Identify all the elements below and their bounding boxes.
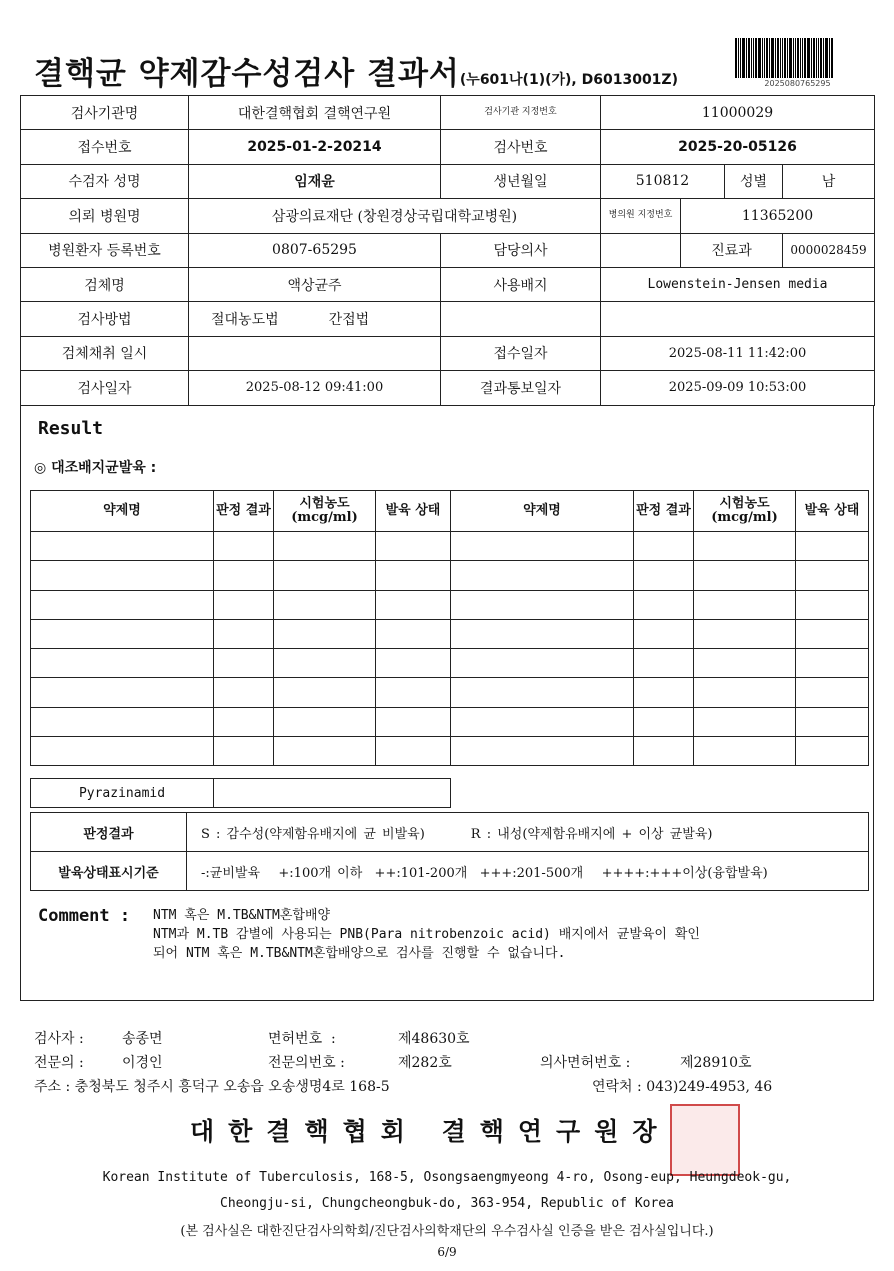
lab-code: 11000029 bbox=[601, 96, 875, 130]
sex: 남 bbox=[783, 164, 875, 198]
barcode-bar bbox=[762, 38, 763, 78]
label: 병의원 지정번호 bbox=[601, 199, 681, 233]
table-cell bbox=[694, 590, 796, 619]
table-cell bbox=[694, 737, 796, 766]
table-cell bbox=[376, 737, 451, 766]
control-medium-label: ◎ 대조배지균발육 : bbox=[34, 460, 157, 476]
table-cell bbox=[796, 532, 869, 561]
table-row bbox=[31, 561, 869, 590]
barcode bbox=[735, 38, 860, 78]
table-cell bbox=[796, 737, 869, 766]
table-cell bbox=[274, 532, 376, 561]
method-2: 간접법 bbox=[328, 312, 370, 329]
english-address-2: Cheongju-si, Chungcheongbuk-do, 363-954, Republic of Korea bbox=[220, 1196, 674, 1211]
barcode-bar bbox=[802, 38, 803, 78]
label: 검사번호 bbox=[441, 130, 601, 164]
barcode-bar bbox=[769, 38, 770, 78]
column-header: 시험농도 (mcg/ml) bbox=[694, 491, 796, 532]
barcode-bar bbox=[793, 38, 794, 78]
document-title bbox=[34, 48, 678, 93]
table-cell bbox=[694, 678, 796, 707]
table-cell bbox=[451, 590, 634, 619]
barcode-bar bbox=[823, 38, 824, 78]
barcode-bar bbox=[807, 38, 810, 78]
table-cell bbox=[451, 707, 634, 736]
barcode-bar bbox=[755, 38, 757, 78]
tester-label: 검사자 : bbox=[34, 1031, 84, 1047]
contact: 연락처 : 043)249-4953, 46 bbox=[592, 1079, 773, 1095]
table-cell bbox=[634, 619, 694, 648]
table-cell bbox=[694, 561, 796, 590]
label: 의뢰 병원명 bbox=[21, 199, 189, 233]
info-table bbox=[20, 95, 875, 406]
test-number: 2025-20-05126 bbox=[601, 130, 875, 164]
hospital-name: 삼광의료재단 (창원경상국립대학교병원) bbox=[189, 199, 601, 233]
table-cell bbox=[634, 707, 694, 736]
barcode-bar bbox=[780, 38, 781, 78]
received-date: 2025-08-11 11:42:00 bbox=[601, 336, 875, 370]
table-row bbox=[31, 532, 869, 561]
barcode-bar bbox=[775, 38, 776, 78]
label: 검체명 bbox=[21, 267, 189, 301]
barcode-bar bbox=[800, 38, 801, 78]
table-cell bbox=[274, 678, 376, 707]
table-cell bbox=[634, 649, 694, 678]
label: 검사기관 지정번호 bbox=[441, 96, 601, 130]
table-cell bbox=[214, 561, 274, 590]
specialist-name: 이경인 bbox=[122, 1055, 163, 1071]
department: 0000028459 bbox=[783, 233, 875, 267]
table-cell bbox=[796, 561, 869, 590]
table-cell bbox=[694, 619, 796, 648]
barcode-bar bbox=[825, 38, 828, 78]
barcode-bar bbox=[831, 38, 833, 78]
table-cell bbox=[451, 561, 634, 590]
legend-table bbox=[30, 812, 869, 891]
barcode-bar bbox=[820, 38, 822, 78]
table-cell bbox=[31, 707, 214, 736]
pyrazinamid-value bbox=[214, 779, 451, 808]
test-date: 2025-08-12 09:41:00 bbox=[189, 371, 441, 405]
address: 주소 : 충청북도 청주시 흥덕구 오송읍 오송생명4로 168-5 bbox=[34, 1079, 390, 1095]
barcode-bar bbox=[813, 38, 815, 78]
table-cell bbox=[31, 561, 214, 590]
table-cell bbox=[796, 707, 869, 736]
table-row bbox=[31, 619, 869, 648]
table-cell bbox=[796, 649, 869, 678]
barcode-bar bbox=[746, 38, 747, 78]
table-cell bbox=[376, 532, 451, 561]
table-cell bbox=[31, 678, 214, 707]
barcode-bar bbox=[811, 38, 812, 78]
table-cell bbox=[376, 707, 451, 736]
table-cell bbox=[376, 619, 451, 648]
report-date: 2025-09-09 10:53:00 bbox=[601, 371, 875, 405]
table-cell bbox=[634, 561, 694, 590]
title-text: 결핵균 약제감수성검사 결과서 bbox=[34, 56, 460, 92]
table-cell bbox=[451, 678, 634, 707]
barcode-number: 2025080765295 bbox=[764, 79, 831, 88]
table-cell bbox=[376, 590, 451, 619]
growth-label: 발육상태표시기준 bbox=[31, 852, 187, 891]
label: 접수번호 bbox=[21, 130, 189, 164]
barcode-bar bbox=[738, 38, 739, 78]
table-cell bbox=[376, 561, 451, 590]
table-cell bbox=[31, 737, 214, 766]
table-cell bbox=[31, 649, 214, 678]
license-number: 제48630호 bbox=[398, 1031, 470, 1047]
table-cell bbox=[376, 678, 451, 707]
table-cell bbox=[31, 619, 214, 648]
birth-date: 510812 bbox=[601, 164, 725, 198]
tester-name: 송종면 bbox=[122, 1031, 163, 1047]
barcode-bar bbox=[766, 38, 768, 78]
table-cell bbox=[214, 707, 274, 736]
table-cell bbox=[274, 619, 376, 648]
barcode-bar bbox=[742, 38, 745, 78]
judge-label: 판정결과 bbox=[31, 813, 187, 852]
table-cell bbox=[376, 649, 451, 678]
table-cell bbox=[214, 532, 274, 561]
label: 사용배지 bbox=[441, 267, 601, 301]
comment-line: NTM 혹은 M.TB&NTM혼합배양 bbox=[153, 908, 331, 923]
table-cell bbox=[274, 561, 376, 590]
collection-date bbox=[189, 336, 441, 370]
document-code: (누601나(1)(가), D6013001Z) bbox=[459, 72, 678, 88]
barcode-bar bbox=[758, 38, 761, 78]
doctor bbox=[601, 233, 681, 267]
table-row bbox=[31, 737, 869, 766]
table-cell bbox=[694, 649, 796, 678]
empty-cell bbox=[601, 302, 875, 336]
table-cell bbox=[274, 707, 376, 736]
table-cell bbox=[634, 590, 694, 619]
judge-r: R : 내성(약제함유배지에 + 이상 균발육) bbox=[470, 826, 713, 842]
judge-criteria bbox=[187, 813, 869, 852]
barcode-bar bbox=[751, 38, 752, 78]
certification-note: (본 검사실은 대한진단검사의학회/진단검사의학재단의 우수검사실 인증을 받은 검사실입니다.) bbox=[180, 1224, 714, 1239]
barcode-bar bbox=[829, 38, 830, 78]
label: 검사일자 bbox=[21, 371, 189, 405]
label: 담당의사 bbox=[441, 233, 601, 267]
barcode-bar bbox=[777, 38, 779, 78]
table-cell bbox=[214, 619, 274, 648]
table-cell bbox=[634, 678, 694, 707]
english-address-1: Korean Institute of Tuberculosis, 168-5, Osongsaengmyeong 4-ro, Osong-eup, Heungdeok-gu, bbox=[102, 1170, 792, 1185]
table-cell bbox=[694, 532, 796, 561]
label: 검사기관명 bbox=[21, 96, 189, 130]
table-cell bbox=[451, 532, 634, 561]
table-cell bbox=[274, 590, 376, 619]
label: 수검자 성명 bbox=[21, 164, 189, 198]
table-row bbox=[31, 707, 869, 736]
table-row bbox=[31, 590, 869, 619]
barcode-bar bbox=[782, 38, 783, 78]
column-header: 약제명 bbox=[31, 491, 214, 532]
comment-line: NTM과 M.TB 감별에 사용되는 PNB(Para nitrobenzoic acid) 배지에서 균발육이 확인 bbox=[153, 927, 700, 942]
column-header: 판정 결과 bbox=[214, 491, 274, 532]
table-cell bbox=[694, 707, 796, 736]
barcode-bar bbox=[804, 38, 806, 78]
result-heading: Result bbox=[38, 418, 104, 439]
pyrazinamid-label: Pyrazinamid bbox=[31, 779, 214, 808]
label: 검사방법 bbox=[21, 302, 189, 336]
table-cell bbox=[634, 737, 694, 766]
specialist-number: 제282호 bbox=[398, 1055, 452, 1071]
specialist-label: 전문의 : bbox=[34, 1055, 84, 1071]
barcode-bar bbox=[787, 38, 788, 78]
page-number: 6/9 bbox=[437, 1245, 457, 1259]
label: 생년월일 bbox=[441, 164, 601, 198]
barcode-bar bbox=[797, 38, 799, 78]
barcode-bar bbox=[784, 38, 786, 78]
doctor-license-label: 의사면허번호 : bbox=[540, 1055, 631, 1071]
column-header: 발육 상태 bbox=[376, 491, 451, 532]
label: 검체채취 일시 bbox=[21, 336, 189, 370]
column-header: 약제명 bbox=[451, 491, 634, 532]
table-cell bbox=[451, 649, 634, 678]
barcode-bar bbox=[740, 38, 741, 78]
table-cell bbox=[796, 678, 869, 707]
barcode-bar bbox=[748, 38, 750, 78]
lab-name: 대한결핵협회 결핵연구원 bbox=[189, 96, 441, 130]
registration-number: 0807-65295 bbox=[189, 233, 441, 267]
barcode-bar bbox=[789, 38, 792, 78]
official-seal bbox=[670, 1104, 740, 1176]
table-cell bbox=[214, 737, 274, 766]
barcode-bar bbox=[735, 38, 737, 78]
table-cell bbox=[214, 590, 274, 619]
column-header: 발육 상태 bbox=[796, 491, 869, 532]
label: 성별 bbox=[725, 164, 783, 198]
table-cell bbox=[274, 649, 376, 678]
barcode-bar bbox=[818, 38, 819, 78]
specialist-number-label: 전문의번호 : bbox=[268, 1055, 345, 1071]
table-cell bbox=[796, 590, 869, 619]
label: 진료과 bbox=[681, 233, 783, 267]
label: 접수일자 bbox=[441, 336, 601, 370]
empty-cell bbox=[441, 302, 601, 336]
label: 병원환자 등록번호 bbox=[21, 233, 189, 267]
barcode-bar bbox=[816, 38, 817, 78]
test-method bbox=[189, 302, 441, 336]
doctor-license: 제28910호 bbox=[680, 1055, 752, 1071]
signature-title: 대한결핵협회 결핵연구원장 bbox=[190, 1117, 671, 1146]
barcode-bar bbox=[764, 38, 765, 78]
table-cell bbox=[796, 619, 869, 648]
column-header: 시험농도 (mcg/ml) bbox=[274, 491, 376, 532]
barcode-bar bbox=[795, 38, 796, 78]
method-1: 절대농도법 bbox=[211, 312, 279, 329]
growth-criteria: -:균비발육 +:100개 이하 ++:101-200개 +++:201-500개 ++++:+++이상(융합발육) bbox=[187, 852, 869, 891]
receipt-number: 2025-01-2-20214 bbox=[189, 130, 441, 164]
table-row bbox=[31, 678, 869, 707]
table-cell bbox=[451, 619, 634, 648]
barcode-bar bbox=[753, 38, 754, 78]
drug-table bbox=[30, 490, 869, 766]
patient-name: 임재윤 bbox=[189, 164, 441, 198]
table-cell bbox=[274, 737, 376, 766]
comment-line: 되어 NTM 혹은 M.TB&NTM혼합배양으로 검사를 진행할 수 없습니다. bbox=[153, 946, 566, 961]
table-cell bbox=[451, 737, 634, 766]
table-row bbox=[31, 649, 869, 678]
barcode-bar bbox=[771, 38, 774, 78]
judge-s: S : 감수성(약제함유배지에 균 비발육) bbox=[201, 826, 425, 842]
specimen: 액상균주 bbox=[189, 267, 441, 301]
table-cell bbox=[31, 532, 214, 561]
table-cell bbox=[214, 678, 274, 707]
license-label: 면허번호 : bbox=[268, 1031, 336, 1047]
label: 결과통보일자 bbox=[441, 371, 601, 405]
hospital-code: 11365200 bbox=[681, 199, 875, 233]
table-cell bbox=[214, 649, 274, 678]
table-cell bbox=[31, 590, 214, 619]
table-cell bbox=[634, 532, 694, 561]
pyrazinamid-table bbox=[30, 778, 451, 808]
medium: Lowenstein-Jensen media bbox=[601, 267, 875, 301]
comment-label: Comment : bbox=[38, 906, 131, 926]
comment-text bbox=[153, 906, 700, 963]
column-header: 판정 결과 bbox=[634, 491, 694, 532]
